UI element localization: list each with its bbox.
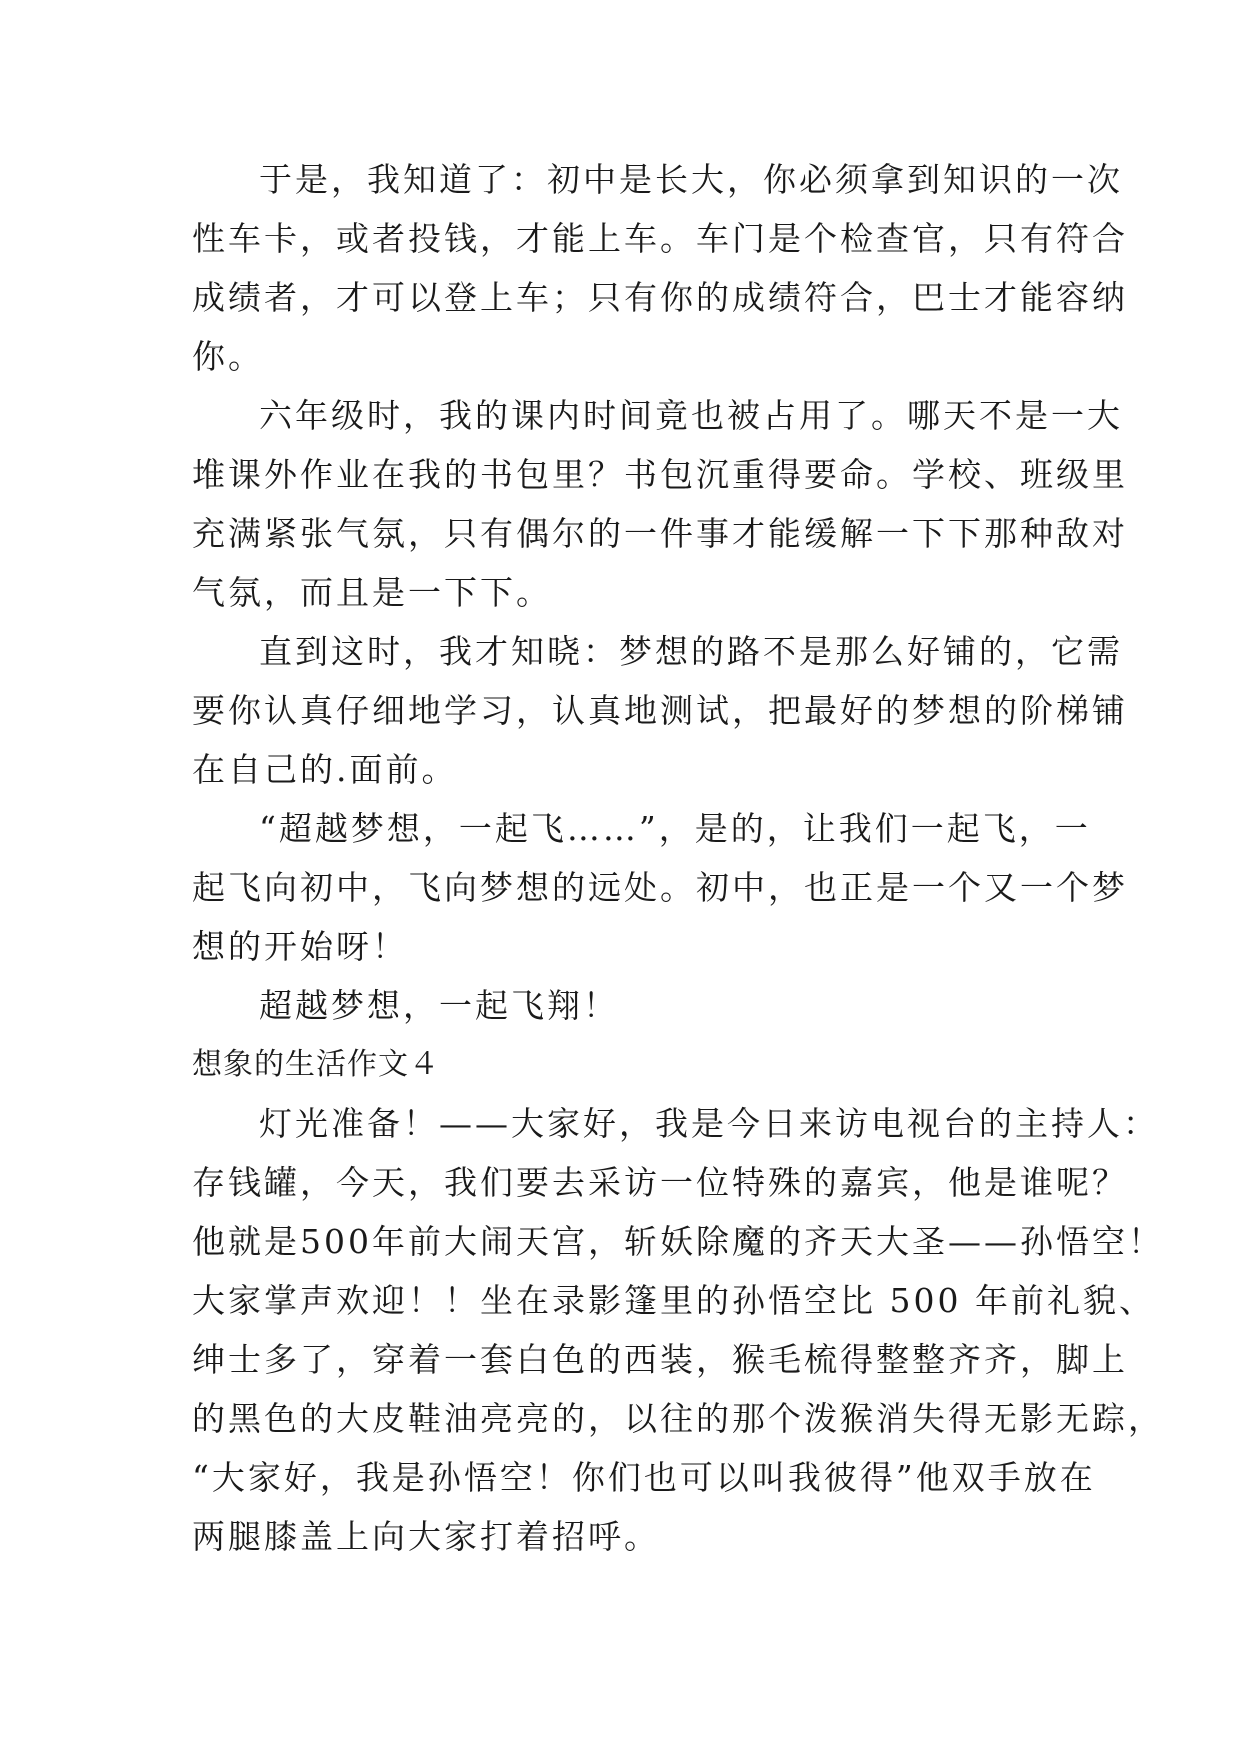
paragraph-line: 气氛，而且是一下下。 bbox=[192, 573, 552, 612]
paragraph-2 bbox=[192, 386, 1128, 622]
paragraph-1 bbox=[192, 150, 1128, 386]
paragraph-3 bbox=[192, 622, 1128, 799]
paragraph-line: 于是，我知道了：初中是长大，你必须拿到知识的一次 bbox=[259, 160, 1123, 199]
section-heading bbox=[192, 1035, 1062, 1094]
paragraph-line: 要你认真仔细地学习，认真地测试，把最好的梦想的阶梯铺 bbox=[192, 691, 1128, 730]
paragraph-line: 灯光准备！——大家好，我是今日来访电视台的主持人： bbox=[259, 1104, 1159, 1143]
paragraph-line: 充满紧张气氛，只有偶尔的一件事才能缓解一下下那种敌对 bbox=[192, 514, 1128, 553]
section-paragraph-1 bbox=[192, 1094, 1164, 1566]
paragraph-line: 直到这时，我才知晓：梦想的路不是那么好铺的，它需 bbox=[259, 632, 1123, 671]
paragraph-line: 你。 bbox=[192, 337, 264, 376]
paragraph-line: 两腿膝盖上向大家打着招呼。 bbox=[192, 1517, 660, 1556]
paragraph-line: 六年级时，我的课内时间竟也被占用了。哪天不是一大 bbox=[259, 396, 1123, 435]
paragraph-line: 成绩者，才可以登上车；只有你的成绩符合，巴士才能容纳 bbox=[192, 278, 1128, 317]
paragraph-line: 绅士多了，穿着一套白色的西装，猴毛梳得整整齐齐，脚上 bbox=[192, 1340, 1128, 1379]
paragraph-4 bbox=[192, 799, 1128, 976]
paragraph-line: 起飞向初中，飞向梦想的远处。初中，也正是一个又一个梦 bbox=[192, 868, 1128, 907]
paragraph-line: “大家好，我是孙悟空！你们也可以叫我彼得”他双手放在 bbox=[192, 1458, 1096, 1497]
paragraph-line: “超越梦想，一起飞……”，是的，让我们一起飞，一 bbox=[259, 809, 1091, 848]
paragraph-line: 堆课外作业在我的书包里？书包沉重得要命。学校、班级里 bbox=[192, 455, 1128, 494]
paragraph-line: 存钱罐，今天，我们要去采访一位特殊的嘉宾，他是谁呢？ bbox=[192, 1163, 1128, 1202]
paragraph-line: 想的开始呀！ bbox=[192, 927, 408, 966]
paragraph-line: 大家掌声欢迎！！坐在录影篷里的孙悟空比 500 年前礼貌、 bbox=[192, 1281, 1155, 1320]
paragraph-line: 超越梦想，一起飞翔！ bbox=[259, 986, 619, 1025]
paragraph-line: 性车卡，或者投钱，才能上车。车门是个检查官，只有符合 bbox=[192, 219, 1128, 258]
paragraph-line: 在自己的.面前。 bbox=[192, 750, 458, 789]
paragraph-line: 他就是500年前大闹天宫，斩妖除魔的齐天大圣——孙悟空！ bbox=[192, 1222, 1164, 1261]
paragraph-line: 的黑色的大皮鞋油亮亮的，以往的那个泼猴消失得无影无踪， bbox=[192, 1399, 1164, 1438]
document-body bbox=[192, 150, 1164, 1566]
paragraph-5 bbox=[192, 976, 1062, 1035]
section-heading-text: 想象的生活作文４ bbox=[192, 1047, 440, 1082]
